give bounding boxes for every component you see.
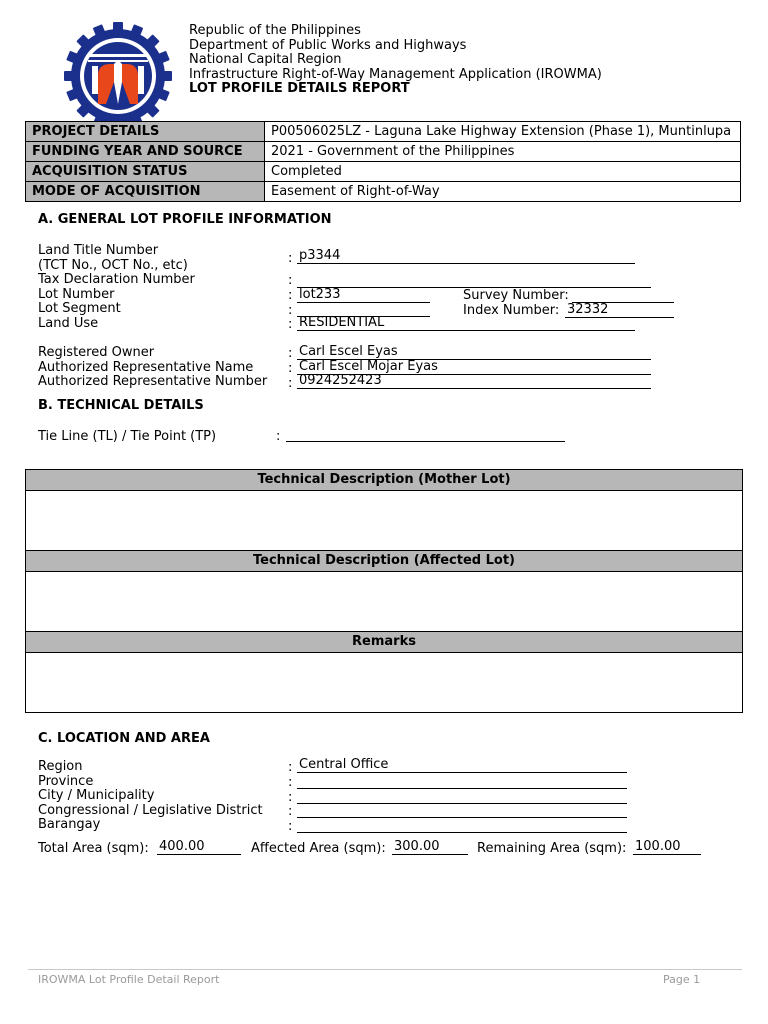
total-area-label: Total Area (sqm):	[38, 841, 149, 856]
table-row	[26, 182, 741, 202]
land-title-label: Land Title Number	[38, 243, 159, 258]
section-b-title: B. TECHNICAL DETAILS	[38, 398, 204, 413]
city-label: City / Municipality	[38, 788, 155, 804]
dpwh-logo	[62, 20, 174, 132]
index-number-label: Index Number:	[463, 303, 560, 318]
province-label: Province	[38, 773, 94, 789]
project-details-value: P00506025LZ - Laguna Lake Highway Extension (Phase 1), Muntinlupa	[265, 122, 741, 142]
header-line-region: National Capital Region	[189, 52, 342, 68]
province-value	[297, 774, 627, 789]
mother-lot-header: Technical Description (Mother Lot)	[26, 470, 742, 491]
section-c-title: C. LOCATION AND AREA	[38, 731, 210, 746]
index-number-value: 32332	[565, 303, 674, 318]
tax-declaration-value	[297, 273, 651, 288]
location-labels	[38, 760, 263, 833]
footer-report-name: IROWMA Lot Profile Detail Report	[38, 973, 220, 986]
lot-segment-label: Lot Segment	[38, 301, 121, 317]
region-value: Central Office	[297, 758, 627, 773]
land-use-value: RESIDENTIAL	[297, 316, 635, 331]
funding-value: 2021 - Government of the Philippines	[265, 142, 741, 162]
district-label: Congressional / Legislative District	[38, 802, 263, 818]
funding-label: FUNDING YEAR AND SOURCE	[26, 142, 265, 162]
land-title-value: p3344	[297, 249, 635, 264]
acquisition-status-label: ACQUISITION STATUS	[26, 162, 265, 182]
mode-of-acquisition-label: MODE OF ACQUISITION	[26, 182, 265, 202]
table-row	[26, 122, 741, 142]
barangay-value	[297, 818, 627, 833]
remaining-area-value: 100.00	[633, 840, 701, 855]
lot-number-value: lot233	[297, 288, 430, 303]
land-use-label: Land Use	[38, 315, 99, 331]
section-a-labels	[38, 244, 195, 332]
project-details-label: PROJECT DETAILS	[26, 122, 265, 142]
tie-line-label: Tie Line (TL) / Tie Point (TP)	[38, 429, 217, 444]
total-area-value: 400.00	[157, 840, 241, 855]
rep-number-label: Authorized Representative Number	[38, 374, 268, 390]
rep-name-label: Authorized Representative Name	[38, 359, 254, 375]
survey-number-value	[572, 288, 674, 303]
remaining-area-label: Remaining Area (sqm):	[477, 841, 627, 856]
section-a-title: A. GENERAL LOT PROFILE INFORMATION	[38, 212, 332, 227]
city-value	[297, 789, 627, 804]
agency-header	[189, 24, 602, 97]
footer-divider	[28, 969, 742, 970]
report-title: LOT PROFILE DETAILS REPORT	[189, 81, 410, 97]
owner-labels	[38, 346, 267, 390]
footer-page-number: Page 1	[663, 973, 701, 986]
remarks-header: Remarks	[26, 631, 742, 653]
tax-declaration-label: Tax Declaration Number	[38, 272, 195, 288]
table-row	[26, 142, 741, 162]
header-line-application: Infrastructure Right-of-Way Management Application (IROWMA)	[189, 66, 602, 82]
registered-owner-label: Registered Owner	[38, 345, 155, 360]
survey-number-label: Survey Number:	[463, 288, 569, 303]
barangay-label: Barangay	[38, 817, 101, 833]
header-line-department: Department of Public Works and Highways	[189, 37, 467, 53]
rep-name-value: Carl Escel Mojar Eyas	[297, 360, 651, 375]
district-value	[297, 803, 627, 818]
technical-description-box	[25, 469, 743, 713]
affected-area-label: Affected Area (sqm):	[251, 841, 386, 856]
header-line-republic: Republic of the Philippines	[189, 23, 361, 38]
rep-number-value: 0924252423	[297, 374, 651, 389]
table-row	[26, 162, 741, 182]
mode-of-acquisition-value: Easement of Right-of-Way	[265, 182, 741, 202]
registered-owner-value: Carl Escel Eyas	[297, 345, 651, 360]
acquisition-status-value: Completed	[265, 162, 741, 182]
affected-lot-header: Technical Description (Affected Lot)	[26, 550, 742, 572]
affected-area-value: 300.00	[392, 840, 468, 855]
project-summary-table	[25, 121, 741, 202]
lot-number-label: Lot Number	[38, 286, 115, 302]
land-title-sublabel: (TCT No., OCT No., etc)	[38, 257, 188, 273]
tie-line-value	[286, 427, 565, 442]
dpwh-seal-icon	[62, 20, 174, 132]
region-label: Region	[38, 759, 83, 774]
